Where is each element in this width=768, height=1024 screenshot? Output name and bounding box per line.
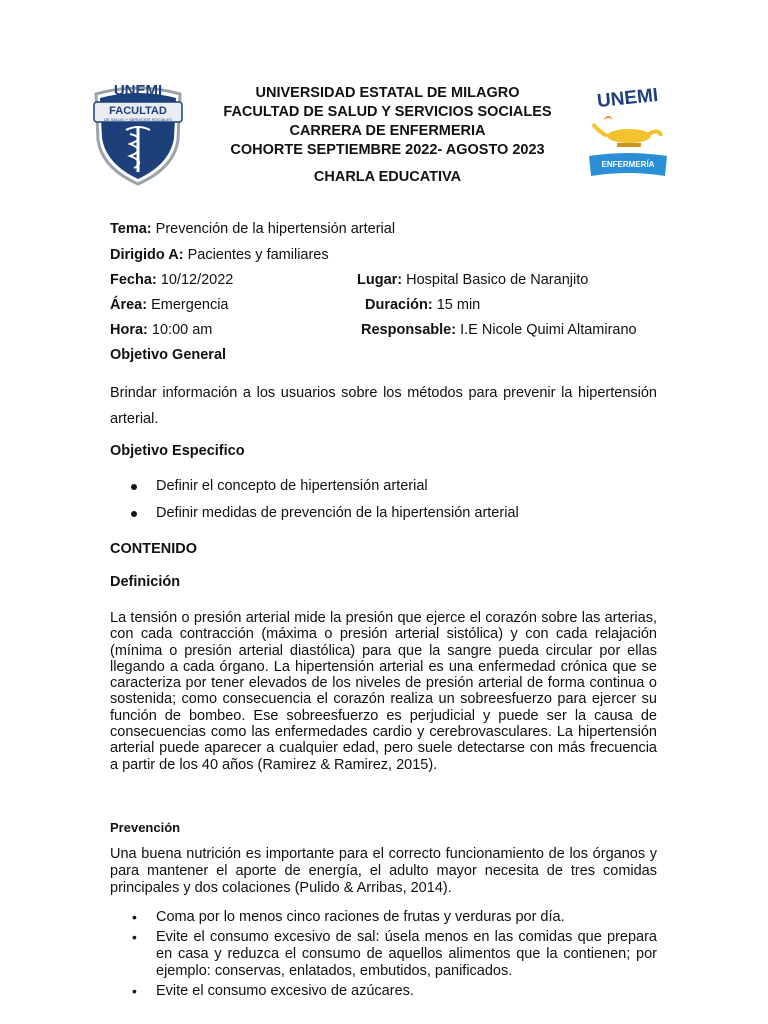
- duracion-row: [365, 296, 480, 314]
- responsable-value: I.E Nicole Quimi Altamirano: [460, 322, 637, 338]
- nursing-lamp-logo: [583, 86, 673, 182]
- prevencion-item: Evite el consumo excesivo de azúcares.: [156, 983, 414, 999]
- bullet-dot: •: [132, 983, 137, 999]
- prevencion-item: Coma por lo menos cinco raciones de frutas y verduras por día.: [156, 909, 565, 925]
- dirigido-row: [110, 246, 329, 264]
- area-row: [110, 296, 228, 314]
- responsable-row: [361, 321, 637, 339]
- objetivo-general-heading: Objetivo General: [110, 347, 227, 363]
- document-title: CHARLA EDUCATIVA: [313, 169, 462, 185]
- logo-left-mid-text: FACULTAD: [109, 105, 167, 117]
- fecha-row: [110, 271, 233, 289]
- university-name: UNIVERSIDAD ESTATAL DE MILAGRO: [255, 85, 520, 101]
- dirigido-value: Pacientes y familiares: [187, 247, 329, 263]
- cohort: COHORTE SEPTIEMBRE 2022- AGOSTO 2023: [230, 142, 545, 158]
- hora-row: [110, 321, 212, 339]
- bullet-dot: •: [132, 909, 137, 925]
- definicion-heading: Definición: [110, 574, 181, 590]
- career-name: CARRERA DE ENFERMERIA: [289, 123, 486, 139]
- fecha-value: 10/12/2022: [160, 272, 234, 288]
- logo-left-top-text: UNEMI: [113, 82, 163, 99]
- objetivo-general-text: Brindar información a los usuarios sobre los métodos para prevenir la hipertensión arterial.: [110, 385, 657, 427]
- bullet-dot: [131, 511, 137, 517]
- bullet-dot: •: [132, 929, 137, 945]
- contenido-heading: CONTENIDO: [110, 541, 197, 557]
- lugar-label: Lugar:: [357, 272, 403, 288]
- tema-value: Prevención de la hipertensión arterial: [155, 221, 396, 237]
- definicion-text: La tensión o presión arterial mide la presión que ejerce el corazón sobre las arterias, con cada contracción (máxima o presión arterial sistólica) y con cada relajación (mínima o presión arterial diastólica) para que la sangre pueda circular por ellas llegando a cada órgano. La hipertensión arterial es una enfermedad crónica que se caracteriza por tener elevados de los niveles de presión arterial de forma continua o sostenida; como consecuencia el corazón realiza un sobreesfuerzo para ejercer su función de bombeo. Ese sobreesfuerzo es perjudicial y puede ser la causa de consecuencias como las enfermedades cardio y cerebrovasculares. La hipertensión arterial puede aparecer a cualquier edad, pero suele detectarse con más frecuencia a partir de los 40 años (Ramirez & Ramirez, 2015).: [110, 610, 657, 773]
- hora-value: 10:00 am: [151, 322, 213, 338]
- bullet-dot: [131, 484, 137, 490]
- objetivo-especifico-item: Definir medidas de prevención de la hipertensión arterial: [156, 505, 519, 521]
- logo-right-top-text: UNEMI: [596, 84, 660, 113]
- objetivo-especifico-item: Definir el concepto de hipertensión arterial: [156, 478, 428, 494]
- area-value: Emergencia: [151, 297, 229, 313]
- dirigido-label: Dirigido A:: [110, 247, 184, 263]
- logo-right-ribbon-text: ENFERMERÍA: [601, 160, 655, 169]
- logo-left-small-text: DE SALUD Y SERVICIOS SOCIALES: [104, 117, 172, 122]
- prevencion-item: Evite el consumo excesivo de sal: úsela menos en las comidas que prepara en casa y reduzca el consumo de aquellos alimentos que la contienen; por ejemplo: conservas, enlatados, embutidos, panificados.: [156, 929, 657, 979]
- fecha-label: Fecha:: [110, 272, 157, 288]
- tema-label: Tema:: [110, 221, 152, 237]
- duracion-value: 15 min: [436, 297, 481, 313]
- objetivo-especifico-heading: Objetivo Especifico: [110, 443, 245, 459]
- faculty-shield-logo: [90, 80, 186, 186]
- lugar-row: [357, 271, 588, 289]
- responsable-label: Responsable:: [361, 322, 457, 338]
- prevencion-text: Una buena nutrición es importante para el correcto funcionamiento de los órganos y para mantener el aporte de energía, el adulto mayor necesita de tres comidas principales y dos colaciones (Pulido & Arribas, 2014).: [110, 846, 657, 896]
- lugar-value: Hospital Basico de Naranjito: [406, 272, 589, 288]
- prevencion-heading: Prevención: [110, 820, 181, 835]
- faculty-name: FACULTAD DE SALUD Y SERVICIOS SOCIALES: [223, 104, 552, 120]
- hora-label: Hora:: [110, 322, 148, 338]
- tema-row: [110, 220, 395, 238]
- area-label: Área:: [110, 297, 148, 313]
- duracion-label: Duración:: [365, 297, 433, 313]
